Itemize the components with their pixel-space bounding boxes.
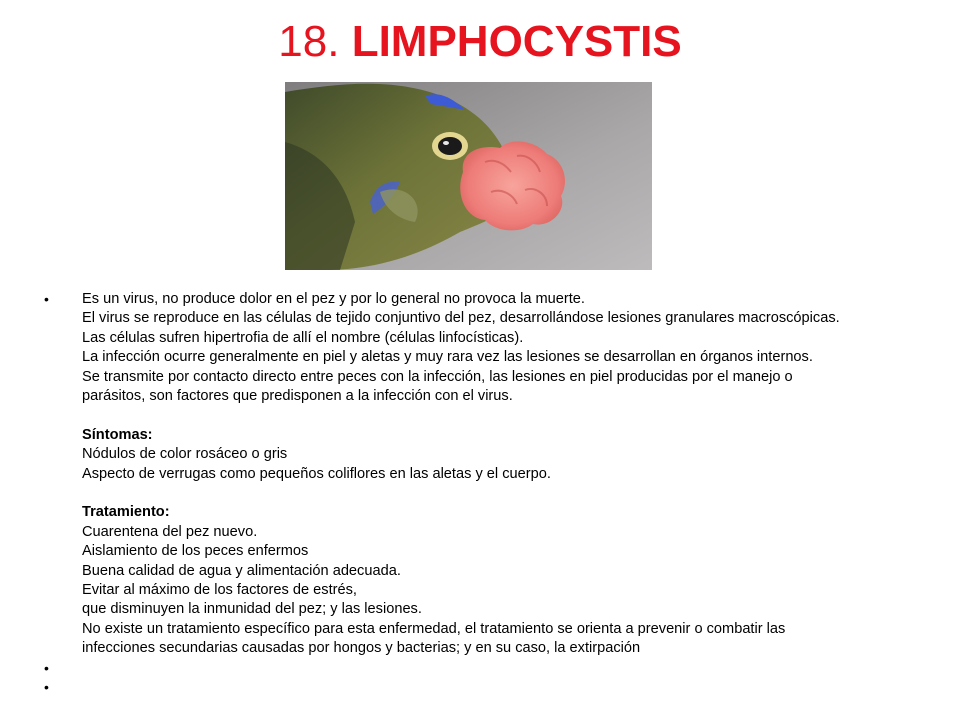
intro-line-1: Es un virus, no produce dolor en el pez y por lo general no provoca la muerte. bbox=[82, 291, 585, 307]
treatment-line-2: Aislamiento de los peces enfermos bbox=[82, 543, 309, 560]
intro-line-5: Se transmite por contacto directo entre peces con la infección, las lesiones en piel producidas por el manejo o bbox=[82, 368, 793, 385]
intro-line-3: Las células sufren hipertrofia de allí el nombre (células linfocísticas). bbox=[82, 329, 524, 346]
fish-eye-shine bbox=[443, 141, 449, 145]
bullet-empty-1 bbox=[44, 659, 944, 678]
treatment-line-3: Buena calidad de agua y alimentación adecuada. bbox=[82, 562, 401, 579]
slide-body bbox=[44, 290, 944, 697]
slide-title-number: 18. bbox=[278, 17, 340, 66]
slide-title bbox=[0, 14, 960, 70]
treatment-line-4: Evitar al máximo de los factores de estrés, bbox=[82, 582, 357, 599]
symptoms-heading: Síntomas: bbox=[82, 426, 153, 443]
slide-title-name: LIMPHOCYSTIS bbox=[351, 17, 682, 66]
blank-line bbox=[82, 484, 944, 503]
bullet-empty-2 bbox=[44, 678, 944, 697]
treatment-line-1: Cuarentena del pez nuevo. bbox=[82, 523, 258, 540]
intro-line-2: El virus se reproduce en las células de tejido conjuntivo del pez, desarrollándose lesiones granulares macroscópicas. bbox=[82, 310, 840, 327]
intro-line-6: parásitos, son factores que predisponen a la infección con el virus. bbox=[82, 388, 513, 405]
bullet-dot: • bbox=[44, 291, 49, 307]
bullet-dot: • bbox=[44, 679, 49, 696]
symptoms-line-2: Aspecto de verrugas como pequeños coliflores en las aletas y el cuerpo. bbox=[82, 465, 551, 482]
treatment-line-5: que disminuyen la inmunidad del pez; y las lesiones. bbox=[82, 601, 422, 618]
fish-photo bbox=[285, 82, 652, 270]
treatment-line-6: No existe un tratamiento específico para esta enfermedad, el tratamiento se orienta a prevenir o combatir las bbox=[82, 620, 786, 637]
fish-eye bbox=[438, 137, 462, 155]
bullet-main bbox=[44, 290, 944, 659]
symptoms-line-1: Nódulos de color rosáceo o gris bbox=[82, 446, 288, 463]
bullet-dot: • bbox=[44, 659, 49, 676]
fish-photo-icon bbox=[285, 82, 652, 270]
treatment-heading: Tratamiento: bbox=[82, 504, 170, 521]
treatment-line-7: infecciones secundarias causadas por hongos y bacterias; y en su caso, la extirpación bbox=[82, 640, 641, 657]
intro-line-4: La infección ocurre generalmente en piel y aletas y muy rara vez las lesiones se desarrollan en órganos internos. bbox=[82, 349, 813, 366]
blank-line bbox=[82, 406, 944, 425]
